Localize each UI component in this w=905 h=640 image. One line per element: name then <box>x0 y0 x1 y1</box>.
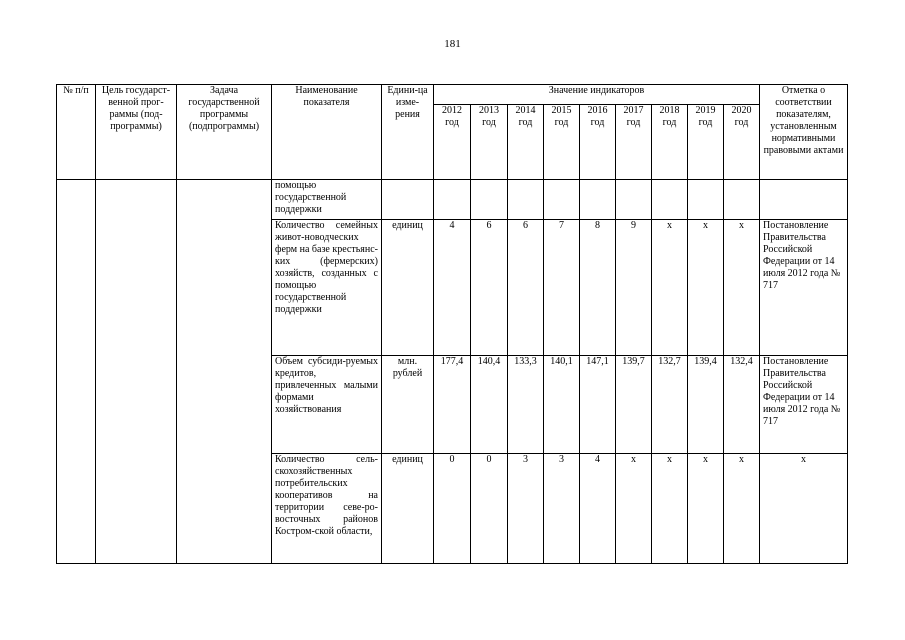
value-cell: x <box>724 220 760 356</box>
header-task: Задача государственной программы (подпрограммы) <box>177 85 272 180</box>
value-cell: 132,7 <box>652 356 688 454</box>
value-cell <box>652 180 688 220</box>
value-cell: 140,4 <box>471 356 508 454</box>
header-year: 2020 год <box>724 105 760 180</box>
header-unit: Едини-ца изме-рения <box>382 85 434 180</box>
mark-cell <box>760 180 848 220</box>
value-cell: 3 <box>544 454 580 564</box>
value-cell: 132,4 <box>724 356 760 454</box>
value-cell: 0 <box>471 454 508 564</box>
value-cell <box>508 180 544 220</box>
value-cell: 6 <box>508 220 544 356</box>
value-cell: x <box>688 454 724 564</box>
header-row-1 <box>57 85 848 105</box>
value-cell <box>544 180 580 220</box>
header-year: 2013 год <box>471 105 508 180</box>
value-cell: 133,3 <box>508 356 544 454</box>
value-cell <box>616 180 652 220</box>
value-cell: 3 <box>508 454 544 564</box>
header-year: 2015 год <box>544 105 580 180</box>
value-cell: x <box>688 220 724 356</box>
header-year: 2016 год <box>580 105 616 180</box>
header-year: 2012 год <box>434 105 471 180</box>
mark-cell: Постановление Правительства Российской Федерации от 14 июля 2012 года № 717 <box>760 356 848 454</box>
value-cell: 8 <box>580 220 616 356</box>
page-number: 181 <box>444 38 461 50</box>
unit-cell: млн. рублей <box>382 356 434 454</box>
unit-cell: единиц <box>382 220 434 356</box>
indicator-name-cell: Количество семейных живот-новодческих ферм на базе крестьянс-ких (фермерских) хозяйств, созданных с помощью государственной поддержки <box>272 220 382 356</box>
value-cell: 4 <box>434 220 471 356</box>
unit-cell: единиц <box>382 454 434 564</box>
value-cell: 139,7 <box>616 356 652 454</box>
value-cell <box>434 180 471 220</box>
header-indicator-name: Наименование показателя <box>272 85 382 180</box>
value-cell <box>471 180 508 220</box>
task-cell <box>177 180 272 564</box>
header-year: 2018 год <box>652 105 688 180</box>
mark-cell: Постановление Правительства Российской Федерации от 14 июля 2012 года № 717 <box>760 220 848 356</box>
value-cell: x <box>652 220 688 356</box>
table-row <box>57 180 848 220</box>
header-year: 2019 год <box>688 105 724 180</box>
value-cell: 177,4 <box>434 356 471 454</box>
header-goal: Цель государст-венной прог-раммы (под-программы) <box>96 85 177 180</box>
value-cell <box>688 180 724 220</box>
value-cell: 140,1 <box>544 356 580 454</box>
header-year: 2017 год <box>616 105 652 180</box>
indicators-table <box>56 84 848 564</box>
value-cell: 147,1 <box>580 356 616 454</box>
value-cell <box>580 180 616 220</box>
value-cell: 9 <box>616 220 652 356</box>
mark-cell: x <box>760 454 848 564</box>
value-cell: 139,4 <box>688 356 724 454</box>
value-cell: x <box>652 454 688 564</box>
value-cell: 0 <box>434 454 471 564</box>
indicator-name-cell: Объем субсиди-руемых кредитов, привлеченных малыми формами хозяйствования <box>272 356 382 454</box>
num-cell <box>57 180 96 564</box>
header-values-group: Значение индикаторов <box>434 85 760 105</box>
indicator-name-cell: помощью государственной поддержки <box>272 180 382 220</box>
value-cell: 4 <box>580 454 616 564</box>
header-num: № п/п <box>57 85 96 180</box>
value-cell: x <box>616 454 652 564</box>
value-cell: x <box>724 454 760 564</box>
value-cell: 6 <box>471 220 508 356</box>
value-cell: 7 <box>544 220 580 356</box>
unit-cell <box>382 180 434 220</box>
value-cell <box>724 180 760 220</box>
header-year: 2014 год <box>508 105 544 180</box>
indicator-name-cell: Количество сель-скохозяйственных потребительских кооперативов на территории севе-ро-восточных районов Костром-ской области, <box>272 454 382 564</box>
header-mark: Отметка о соответствии показателям, установленным нормативными правовыми актами <box>760 85 848 180</box>
goal-cell <box>96 180 177 564</box>
